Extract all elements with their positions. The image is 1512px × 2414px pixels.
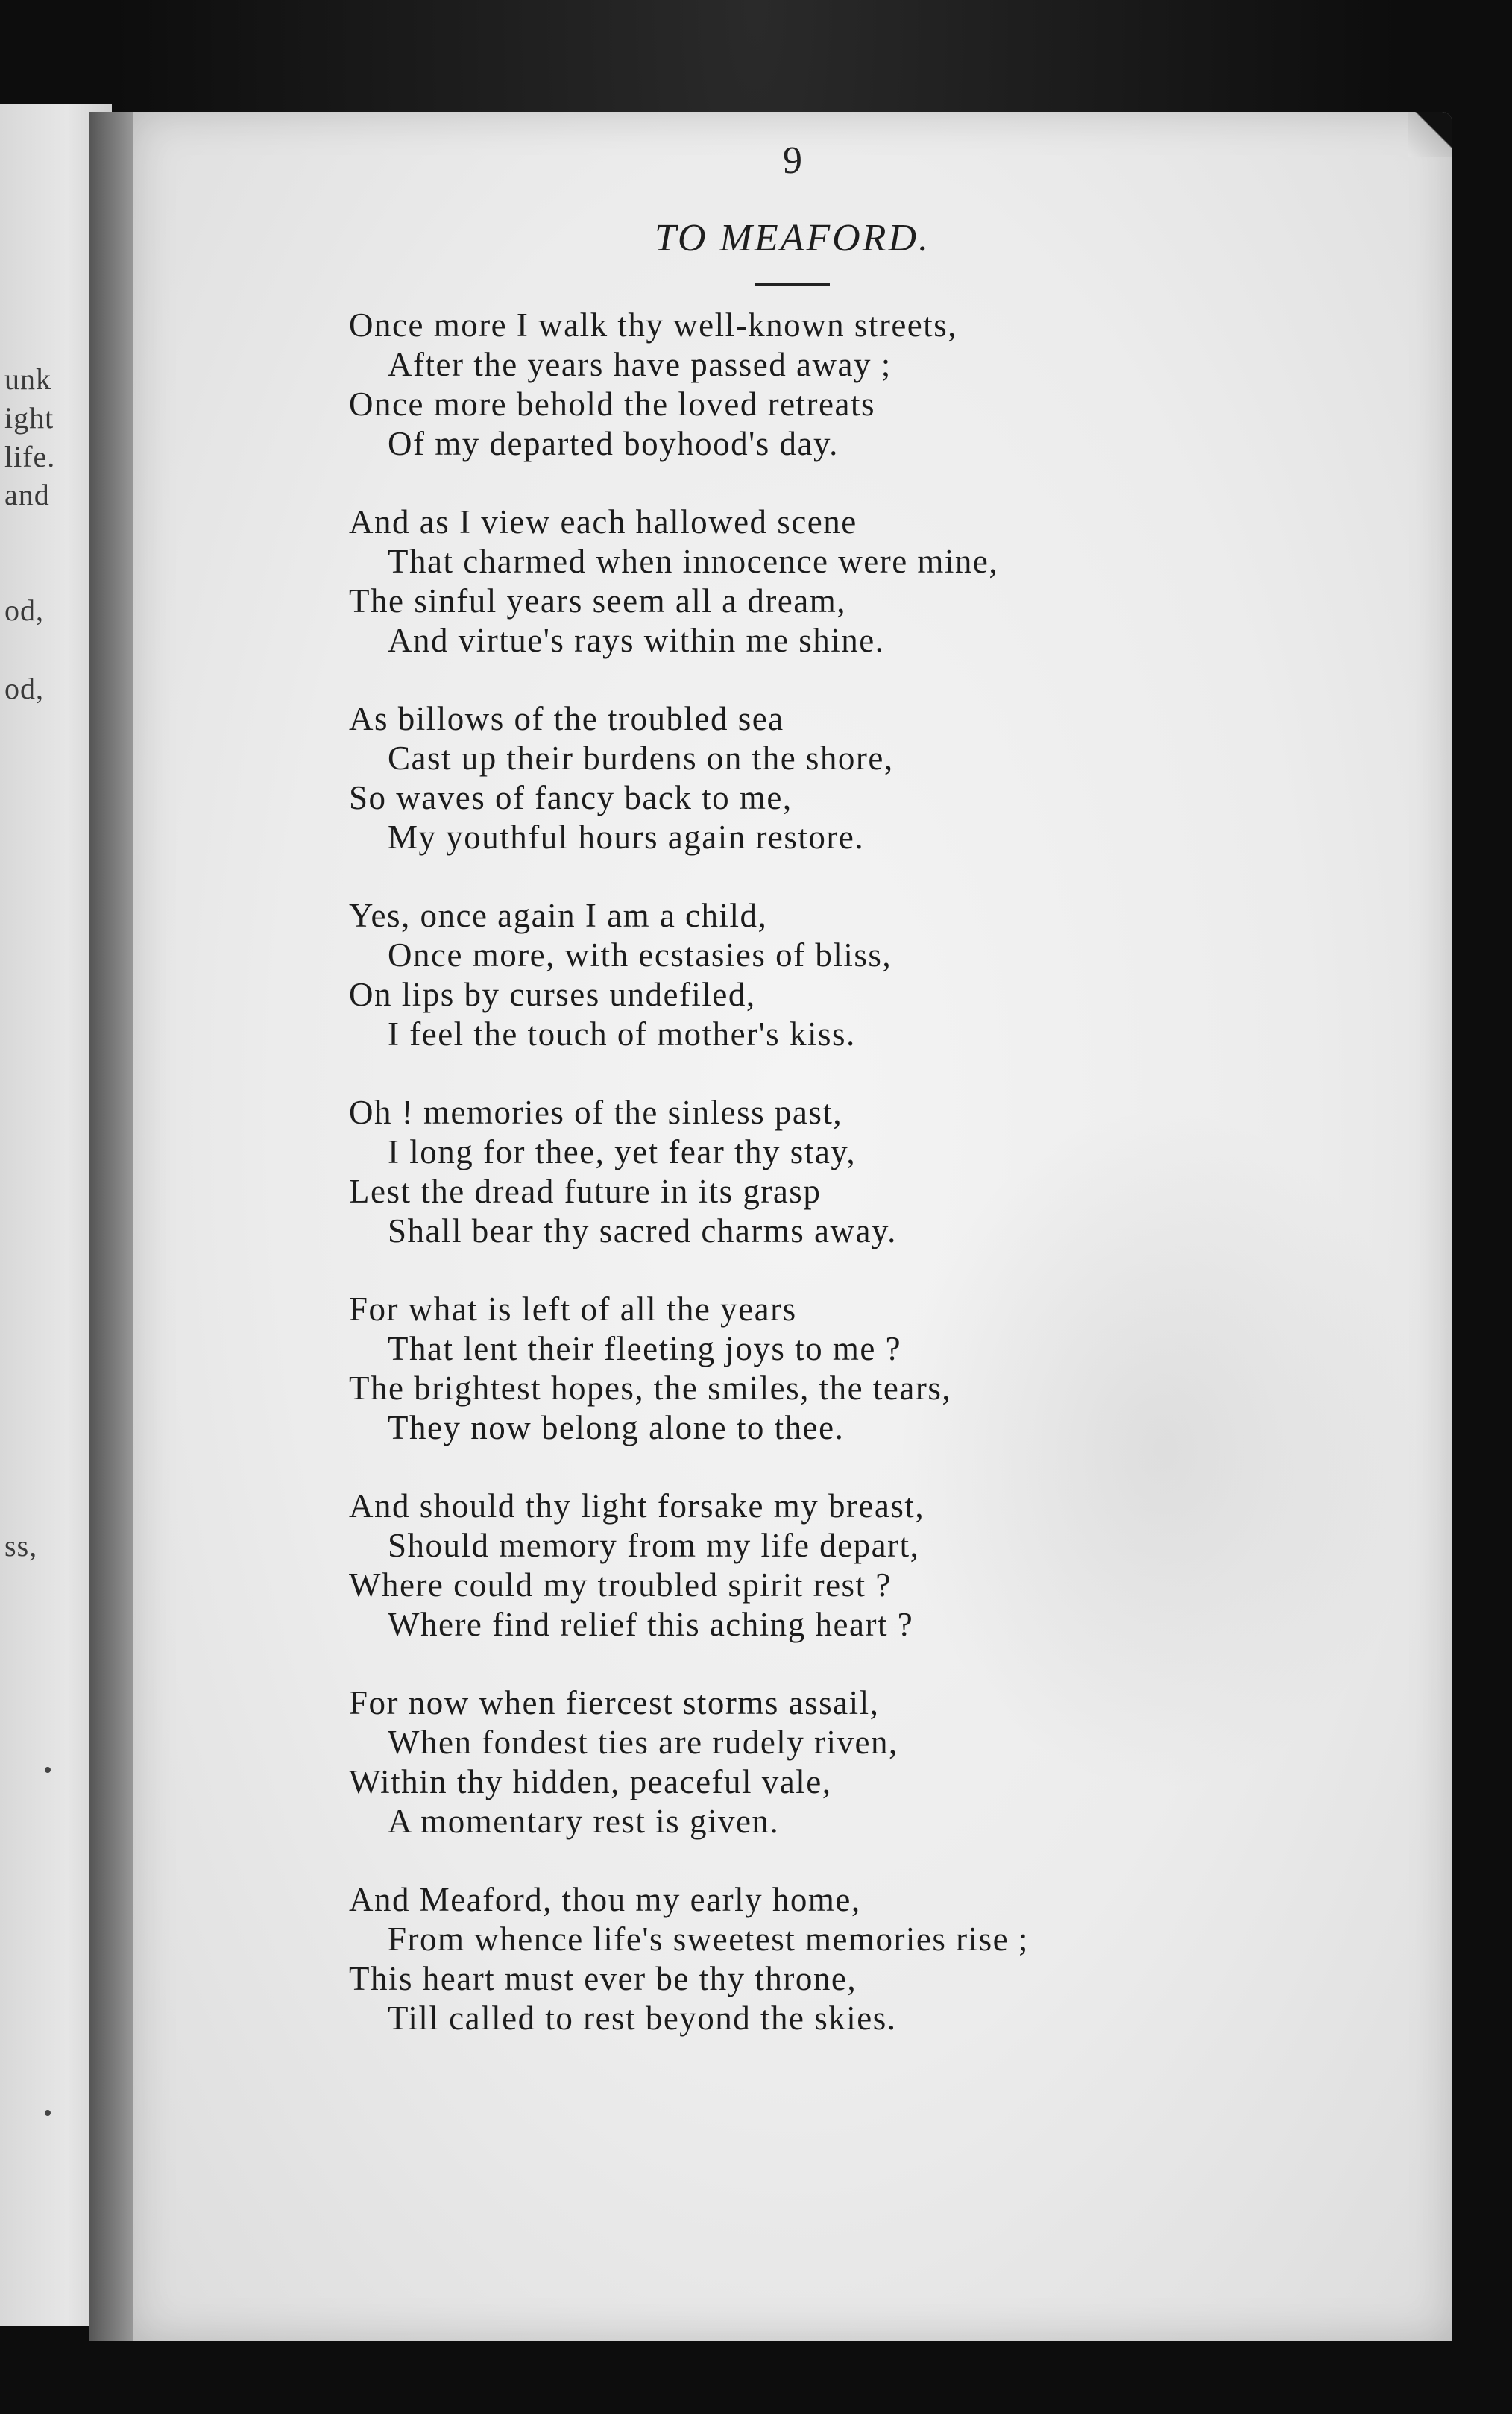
- title-rule: [755, 283, 830, 286]
- stanza: [349, 502, 1408, 661]
- poem-line: Once more behold the loved retreats: [349, 385, 875, 423]
- poem-line: For what is left of all the years: [349, 1290, 797, 1328]
- poem-line: Within thy hidden, peaceful vale,: [349, 1763, 832, 1800]
- facing-page-text: life.: [4, 440, 56, 473]
- poem-line: As billows of the troubled sea: [349, 700, 784, 737]
- stanza: [349, 1880, 1408, 2038]
- facing-page-text: unk: [4, 362, 51, 396]
- poem-line: And virtue's rays within me shine.: [388, 622, 885, 659]
- stanza: [349, 1683, 1408, 1841]
- poem-line: They now belong alone to thee.: [388, 1409, 845, 1446]
- poem-line: Cast up their burdens on the shore,: [388, 740, 894, 777]
- poem-line: Till called to rest beyond the skies.: [388, 1999, 897, 2037]
- poem-title: TO MEAFORD.: [654, 217, 930, 259]
- poem-line: And as I view each hallowed scene: [349, 503, 857, 541]
- poem-line: Yes, once again I am a child,: [349, 897, 768, 934]
- poem-line: Once more, with ecstasies of bliss,: [388, 936, 892, 974]
- poem-line: Oh ! memories of the sinless past,: [349, 1094, 843, 1131]
- book-gutter: [89, 112, 134, 2341]
- poem-line: And should thy light forsake my breast,: [349, 1487, 925, 1525]
- poem-line: Should memory from my life depart,: [388, 1527, 920, 1564]
- facing-page-text: od,: [4, 593, 44, 627]
- book-page: [133, 112, 1452, 2341]
- stanza: [349, 306, 1408, 464]
- poem-line: Of my departed boyhood's day.: [388, 425, 839, 462]
- poem-line: I long for thee, yet fear thy stay,: [388, 1133, 857, 1170]
- poem-line: This heart must ever be thy throne,: [349, 1960, 857, 1997]
- stanza: [349, 1487, 1408, 1645]
- poem-line: When fondest ties are rudely riven,: [388, 1724, 898, 1761]
- ink-speck: [45, 1767, 51, 1773]
- facing-page-text: and: [4, 478, 50, 511]
- poem-line: Where could my troubled spirit rest ?: [349, 1566, 892, 1604]
- stanza: [349, 699, 1408, 857]
- stanza: [349, 1290, 1408, 1448]
- poem-line: After the years have passed away ;: [388, 346, 892, 383]
- poem-line: So waves of fancy back to me,: [349, 779, 793, 816]
- poem-line: A momentary rest is given.: [388, 1803, 780, 1840]
- poem-line: I feel the touch of mother's kiss.: [388, 1015, 856, 1053]
- poem-line: The brightest hopes, the smiles, the tears,: [349, 1370, 952, 1407]
- poem-line: My youthful hours again restore.: [388, 819, 865, 856]
- ink-speck: [45, 2110, 51, 2116]
- poem-line: For now when fiercest storms assail,: [349, 1684, 880, 1721]
- poem-line: Once more I walk thy well-known streets,: [349, 306, 958, 344]
- poem-line: On lips by curses undefiled,: [349, 976, 756, 1013]
- page-number: 9: [783, 139, 802, 182]
- poem-body: [349, 306, 1408, 2077]
- poem-line: Lest the dread future in its grasp: [349, 1173, 822, 1210]
- poem-line: Shall bear thy sacred charms away.: [388, 1212, 897, 1249]
- poem-line: The sinful years seem all a dream,: [349, 582, 847, 620]
- facing-page-text: ight: [4, 401, 54, 435]
- poem-line: That charmed when innocence were mine,: [388, 543, 999, 580]
- poem-line: That lent their fleeting joys to me ?: [388, 1330, 902, 1367]
- facing-page-text: ss,: [4, 1529, 38, 1563]
- stanza: [349, 896, 1408, 1054]
- poem-line: Where find relief this aching heart ?: [388, 1606, 914, 1643]
- stanza: [349, 1093, 1408, 1251]
- poem-line: And Meaford, thou my early home,: [349, 1881, 861, 1918]
- facing-page-text: od,: [4, 672, 44, 705]
- poem-line: From whence life's sweetest memories rise ;: [388, 1920, 1029, 1958]
